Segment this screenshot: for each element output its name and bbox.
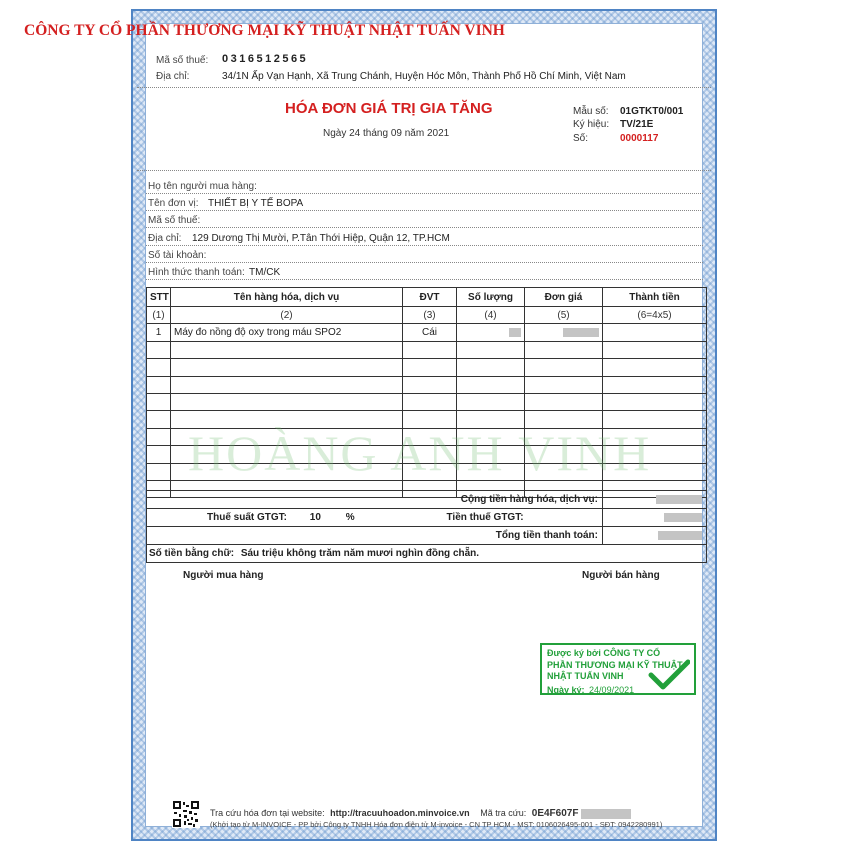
vat-rate-value: 10 <box>309 512 321 523</box>
row-unit: Cái <box>403 324 457 341</box>
lookup-code: 0E4F607F <box>531 808 579 819</box>
empty-cell <box>147 491 327 509</box>
header-divider <box>137 87 711 88</box>
symbol-value: TV/21E <box>620 119 654 130</box>
stamp-date-label: Ngày ký: <box>547 684 585 695</box>
number-value: 0000117 <box>620 133 659 144</box>
row-amount-redacted <box>603 324 707 341</box>
checkmark-icon <box>648 659 690 691</box>
form-label: Mẫu số: <box>573 106 609 117</box>
dotted-line <box>146 193 703 194</box>
buyer-unit-label: Tên đơn vị: <box>148 198 199 209</box>
vat-percent: % <box>345 512 355 523</box>
table-row <box>147 341 707 358</box>
total-row <box>147 527 707 545</box>
buyer-unit: THIẾT BỊ Y TẾ BOPA <box>208 198 304 209</box>
vat-row <box>147 509 707 527</box>
seller-tax-label: Mã số thuế: <box>156 55 209 66</box>
table-row <box>147 463 707 480</box>
items-table <box>146 287 707 498</box>
col-subheader: (5) <box>525 307 603 324</box>
vat-rate-label: Thuế suất GTGT: <box>207 512 287 523</box>
col-subheader: (1) <box>147 307 171 324</box>
table-row <box>147 359 707 376</box>
lookup-url[interactable]: http://tracuuhoadon.minvoice.vn <box>330 808 470 818</box>
watermark-text: HOÀNG ANH VINH <box>188 425 652 481</box>
subtotal-label: Cộng tiền hàng hóa, dịch vụ: <box>327 491 603 509</box>
table-row <box>147 393 707 410</box>
buyer-address: 129 Dương Thị Mười, P.Tân Thới Hiệp, Quận 12, TP.HCM <box>192 233 450 244</box>
payment-label: Hình thức thanh toán: <box>148 267 245 278</box>
title-divider <box>137 170 711 171</box>
vat-rate-cell <box>147 509 355 527</box>
dotted-line <box>146 262 703 263</box>
dotted-line <box>146 245 703 246</box>
digital-signature-stamp <box>540 643 696 695</box>
seller-address: 34/1N Ấp Vạn Hạnh, Xã Trung Chánh, Huyện Hóc Môn, Thành Phố Hồ Chí Minh, Việt Nam <box>222 71 626 82</box>
stamp-signed-by: Được ký bởi CÔNG TY CỔ PHẦN THƯƠNG MẠI KỸ THUẬT NHẬT TUẤN VINH <box>547 648 683 681</box>
total-label: Tổng tiền thanh toán: <box>327 527 603 545</box>
buyer-account-label: Số tài khoản: <box>148 250 207 261</box>
symbol-label: Ký hiệu: <box>573 119 610 130</box>
buyer-address-label: Địa chỉ: <box>148 233 182 244</box>
seller-address-label: Địa chỉ: <box>156 71 190 82</box>
table-row <box>147 376 707 393</box>
col-subheader: (3) <box>403 307 457 324</box>
seller-company-name: CÔNG TY CỔ PHẦN THƯƠNG MẠI KỸ THUẬT NHẬT TUẤN VINH <box>24 22 505 39</box>
footer-credit: (Khởi tạo từ M-INVOICE - PP bởi Công ty TNHH Hóa đơn điện tử M-invoice - CN TP HCM - MST: 0106026495-001 - SĐT: 0942280991) <box>210 820 663 829</box>
col-header: STT <box>147 288 171 307</box>
col-subheader: (4) <box>457 307 525 324</box>
empty-cell <box>147 527 327 545</box>
buyer-tax-label: Mã số thuế: <box>148 215 201 226</box>
lookup-code-label: Mã tra cứu: <box>480 808 527 818</box>
invoice-date: Ngày 24 tháng 09 năm 2021 <box>323 128 450 139</box>
table-subheader-row <box>147 307 707 324</box>
table-header-row <box>147 288 707 307</box>
row-quantity-redacted <box>457 324 525 341</box>
seller-signature-label: Người bán hàng <box>582 570 660 581</box>
table-row <box>147 428 707 445</box>
dotted-line <box>146 279 703 280</box>
col-header: Tên hàng hóa, dịch vụ <box>171 288 403 307</box>
col-header: Thành tiền <box>603 288 707 307</box>
qr-code-icon <box>172 800 200 828</box>
col-header: Đơn giá <box>525 288 603 307</box>
table-row <box>147 411 707 428</box>
subtotal-redacted <box>603 491 707 509</box>
total-redacted <box>603 527 707 545</box>
seller-tax-code: 0316512565 <box>222 53 309 65</box>
col-header: Số lượng <box>457 288 525 307</box>
in-words-value: Sáu triệu không trăm năm mươi nghìn đồng chẵn. <box>240 548 480 559</box>
in-words-cell <box>147 545 707 563</box>
dotted-line <box>146 227 703 228</box>
stamp-date: 24/09/2021 <box>589 684 635 695</box>
payment-method: TM/CK <box>249 267 281 278</box>
in-words-row <box>147 545 707 563</box>
col-subheader: (6=4x5) <box>603 307 707 324</box>
buyer-name-label: Họ tên người mua hàng: <box>148 181 257 192</box>
vat-amount-redacted <box>603 509 707 527</box>
vat-amount-label: Tiền thuế GTGT: <box>327 509 603 527</box>
form-value: 01GTKT0/001 <box>620 106 684 117</box>
subtotal-row <box>147 491 707 509</box>
row-price-redacted <box>525 324 603 341</box>
in-words-label: Số tiền bằng chữ: <box>149 548 235 559</box>
totals-table <box>146 490 707 563</box>
buyer-signature-label: Người mua hàng <box>183 570 264 581</box>
row-item-name: Máy đo nồng độ oxy trong máu SPO2 <box>171 324 403 341</box>
col-header: ĐVT <box>403 288 457 307</box>
invoice-title: HÓA ĐƠN GIÁ TRỊ GIA TĂNG <box>285 100 493 117</box>
dotted-line <box>146 210 703 211</box>
number-label: Số: <box>573 133 589 144</box>
table-row <box>147 446 707 463</box>
footer-lookup-line <box>210 808 631 819</box>
lookup-label: Tra cứu hóa đơn tại website: <box>210 808 325 818</box>
table-row <box>147 324 707 341</box>
lookup-code-redacted <box>581 809 631 819</box>
col-subheader: (2) <box>171 307 403 324</box>
row-stt: 1 <box>147 324 171 341</box>
